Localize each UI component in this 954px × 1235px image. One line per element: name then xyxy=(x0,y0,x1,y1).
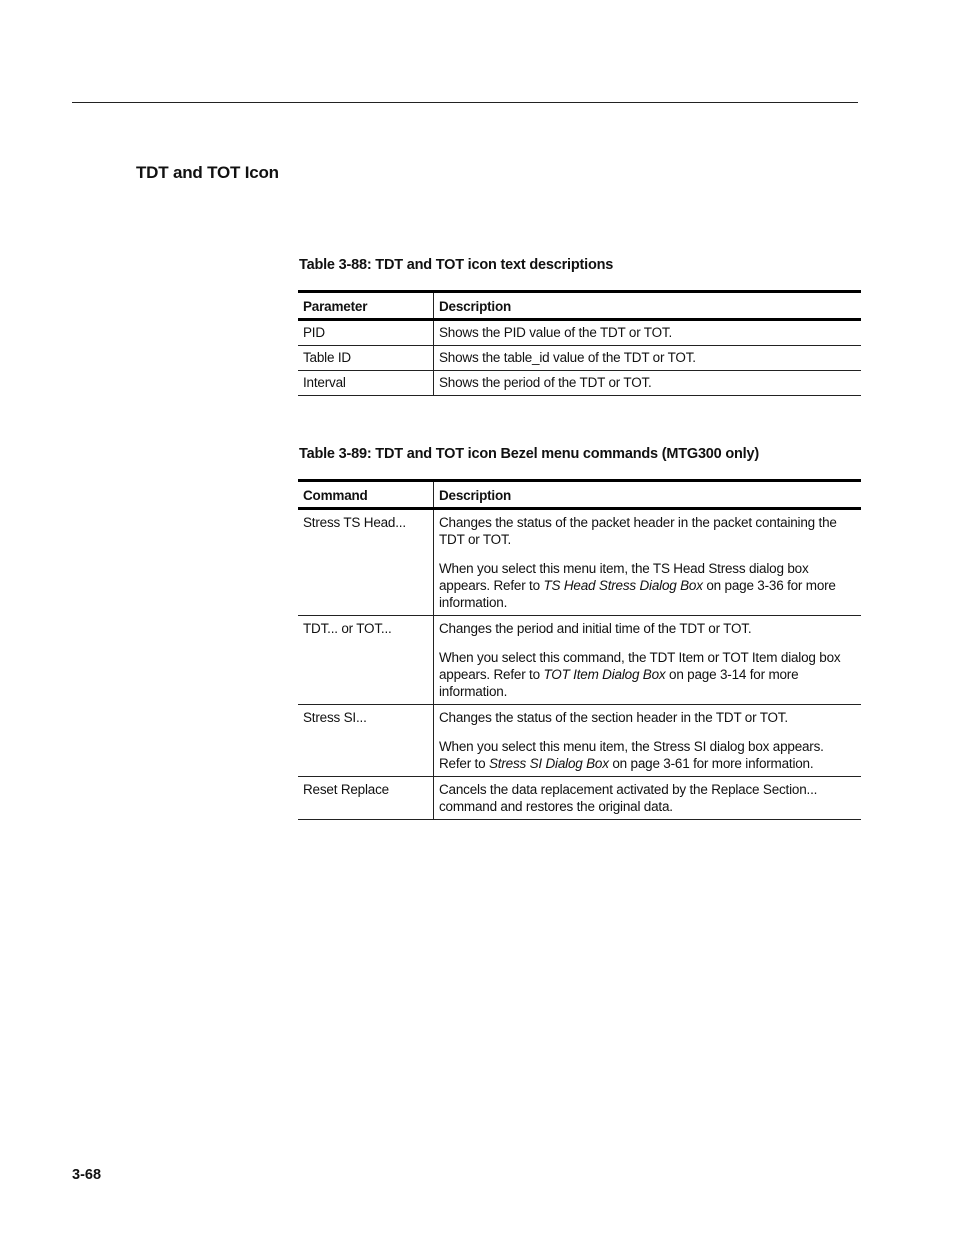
parameter-cell: Table ID xyxy=(298,346,434,371)
description-paragraph xyxy=(439,738,856,772)
description-text: on page 3-61 for more information. xyxy=(608,756,814,771)
description-cell: Shows the table_id value of the TDT or TOT. xyxy=(439,350,696,365)
command-cell: TDT... or TOT... xyxy=(298,616,434,705)
description-text: When you select this menu item, the Stress SI dialog box appears. Refer to xyxy=(439,739,824,771)
description-paragraph: Changes the period and initial time of the TDT or TOT. xyxy=(439,621,752,636)
description-cell: Shows the PID value of the TDT or TOT. xyxy=(439,325,673,340)
table-row xyxy=(298,777,861,820)
table-row xyxy=(298,705,861,777)
description-paragraph xyxy=(439,560,856,611)
table-row xyxy=(298,509,861,616)
header-rule xyxy=(72,102,858,103)
bezel-commands-table xyxy=(298,479,861,820)
description-paragraph: Changes the status of the packet header in the packet containing the TDT or TOT. xyxy=(439,515,837,547)
description-text: on page 3-14 for more information. xyxy=(439,667,799,699)
description-cell xyxy=(434,509,862,616)
description-text: When you select this command, the TDT Item or TOT Item dialog box appears. Refer to xyxy=(439,650,841,682)
table-row xyxy=(298,320,861,346)
column-header-command: Command xyxy=(298,481,434,509)
cross-reference: Stress SI Dialog Box xyxy=(488,756,609,771)
description-paragraph: Changes the status of the section header in the TDT or TOT. xyxy=(439,710,788,725)
command-cell: Stress TS Head... xyxy=(298,509,434,616)
parameters-table xyxy=(298,290,861,396)
table-header-row xyxy=(298,292,861,320)
parameter-cell: Interval xyxy=(298,371,434,396)
table-row xyxy=(298,346,861,371)
description-text: When you select this menu item, the TS Head Stress dialog box appears. Refer to xyxy=(439,561,809,593)
command-cell: Stress SI... xyxy=(298,705,434,777)
table-header-row xyxy=(298,481,861,509)
command-cell: Reset Replace xyxy=(298,777,434,820)
cross-reference: TOT Item Dialog Box xyxy=(543,667,666,682)
section-heading: TDT and TOT Icon xyxy=(136,163,279,182)
description-paragraph: Cancels the data replacement activated by the Replace Section... command and restores the original data. xyxy=(439,782,818,814)
table-row xyxy=(298,616,861,705)
parameter-cell: PID xyxy=(298,320,434,346)
description-cell: Shows the period of the TDT or TOT. xyxy=(439,375,652,390)
page-number: 3-68 xyxy=(72,1167,102,1183)
table-caption-3-88: Table 3-88: TDT and TOT icon text descriptions xyxy=(299,257,614,273)
description-cell xyxy=(434,777,862,820)
cross-reference: TS Head Stress Dialog Box xyxy=(543,578,703,593)
table-row xyxy=(298,371,861,396)
column-header-description: Description xyxy=(439,299,512,314)
description-cell xyxy=(434,616,862,705)
description-text: on page 3-36 for more information. xyxy=(439,578,836,610)
description-paragraph xyxy=(439,649,856,700)
column-header-parameter: Parameter xyxy=(298,292,434,320)
column-header-description: Description xyxy=(439,488,512,503)
table-caption-3-89: Table 3-89: TDT and TOT icon Bezel menu commands (MTG300 only) xyxy=(299,446,760,462)
description-cell xyxy=(434,705,862,777)
